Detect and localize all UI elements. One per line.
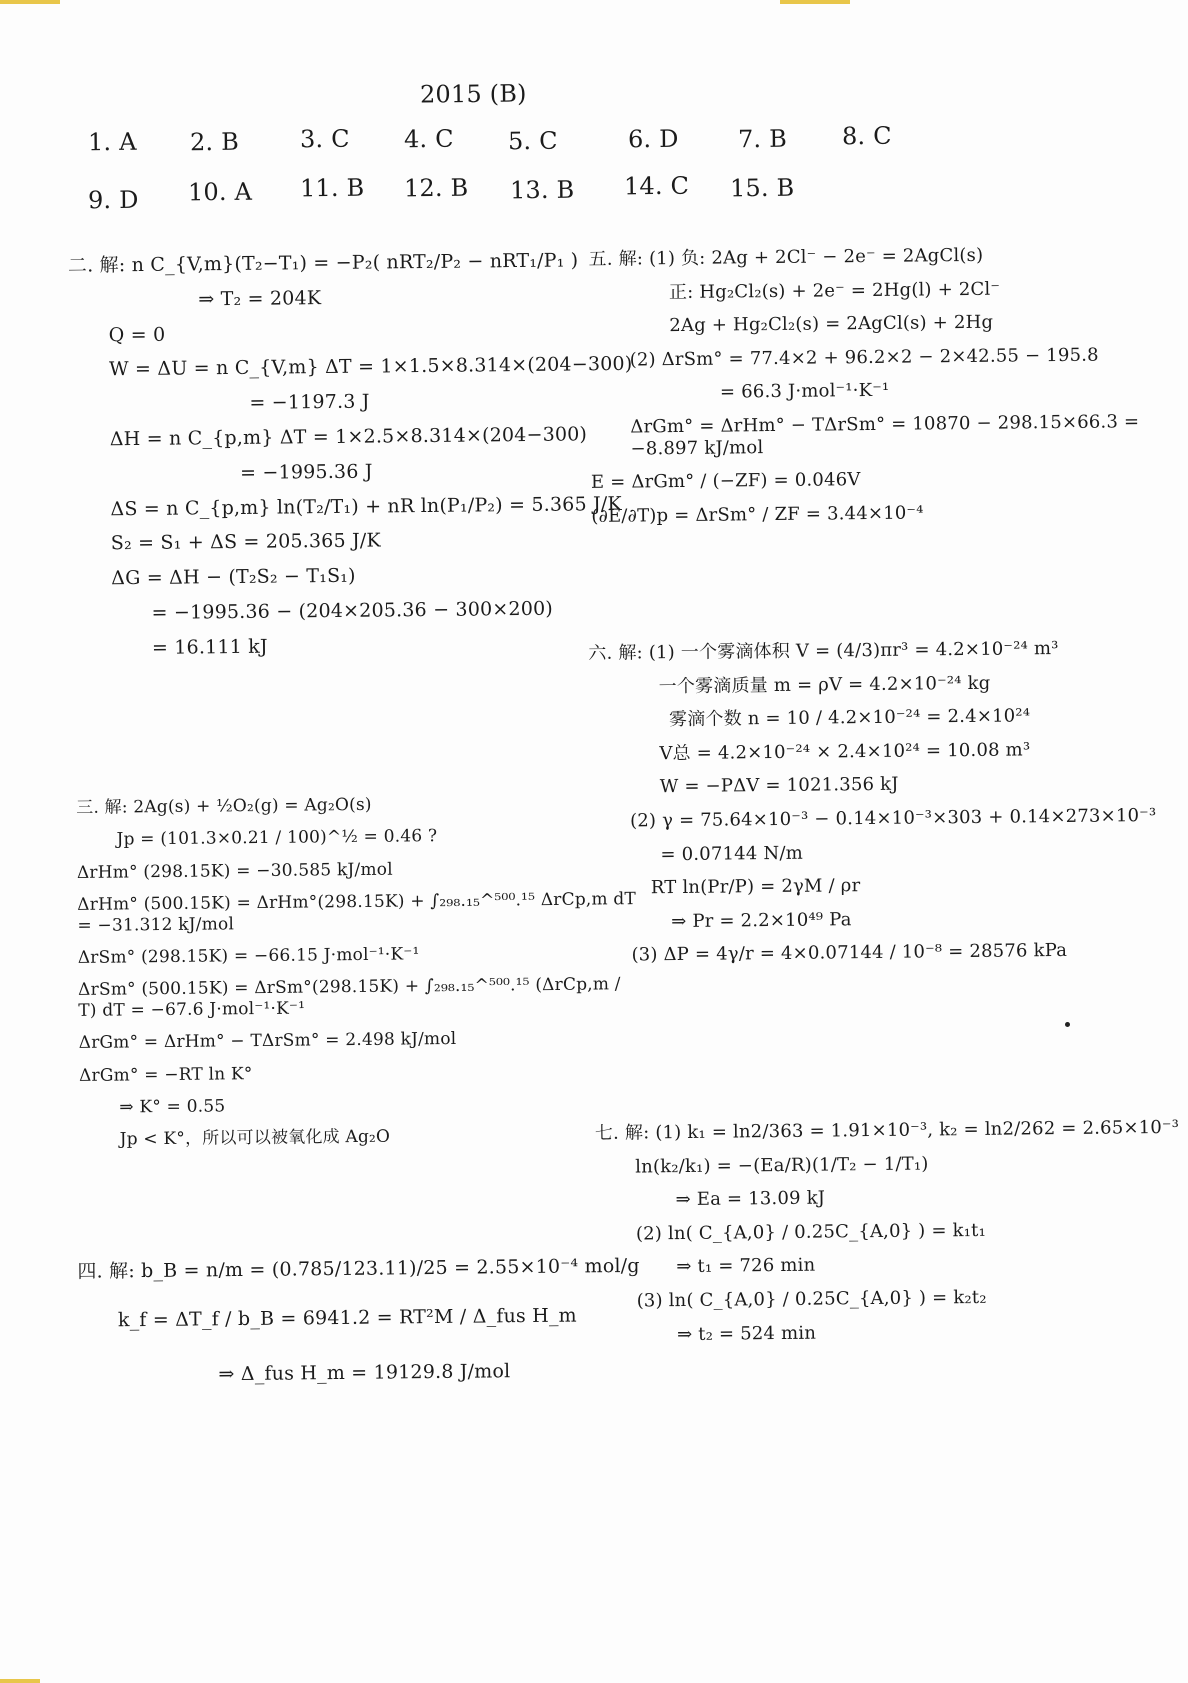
solution-line: = 0.07144 N/m <box>660 842 804 865</box>
solution-line: S₂ = S₁ + ΔS = 205.365 J/K <box>110 529 381 555</box>
solution-line: Jp < K°，所以可以被氧化成 Ag₂O <box>119 1126 391 1150</box>
mc-answer: 15. B <box>729 173 795 203</box>
solution-line: RT ln(Pr/P) = 2γM / ρr <box>650 875 861 899</box>
mc-answer: 1. A <box>87 127 137 157</box>
section-3-solution <box>76 792 640 1163</box>
solution-line: Q = 0 <box>108 323 166 346</box>
mc-answer: 3. C <box>299 124 350 154</box>
solution-line: (2) ln( C_{A,0} / 0.25C_{A,0} ) = k₁t₁ <box>635 1219 987 1245</box>
solution-line: 五. 解: (1) 负: 2Ag + 2Cl⁻ − 2e⁻ = 2AgCl(s) <box>588 244 984 270</box>
solution-line: ΔH = n C_{p,m} ΔT = 1×2.5×8.314×(204−300) <box>109 423 588 451</box>
solution-line: = 16.111 kJ <box>151 635 268 659</box>
mc-answer: 12. B <box>403 173 469 203</box>
solution-line: (2) γ = 75.64×10⁻³ − 0.14×10⁻³×303 + 0.14×273×10⁻³ <box>630 804 1157 832</box>
section-6-solution <box>588 637 1157 979</box>
solution-line: 正: Hg₂Cl₂(s) + 2e⁻ = 2Hg(l) + 2Cl⁻ <box>668 278 1001 303</box>
mc-answer: 10. A <box>187 177 253 207</box>
mc-answer: 5. C <box>507 126 558 156</box>
mc-answer: 7. B <box>737 124 788 154</box>
solution-line: Jp = (101.3×0.21 / 100)^½ = 0.46 ? <box>116 826 438 850</box>
solution-line: V总 = 4.2×10⁻²⁴ × 2.4×10²⁴ = 10.08 m³ <box>659 739 1031 764</box>
solution-line: (3) ln( C_{A,0} / 0.25C_{A,0} ) = k₂t₂ <box>636 1286 987 1312</box>
solution-line: ΔrSm° (298.15K) = −66.15 J·mol⁻¹·K⁻¹ <box>77 944 420 968</box>
scan-corner-mark-bottom-left <box>0 1679 40 1683</box>
solution-line: ΔrHm° (500.15K) = ΔrHm°(298.15K) + ∫₂₉₈.₁₅^⁵⁰⁰.¹⁵ ΔrCp,m dT = −31.312 kJ/mol <box>77 889 637 936</box>
solution-line: 三. 解: 2Ag(s) + ½O₂(g) = Ag₂O(s) <box>76 794 372 818</box>
mc-answer: 2. B <box>189 127 240 157</box>
mc-answer: 9. D <box>87 185 139 215</box>
scan-corner-mark-left <box>0 0 60 4</box>
solution-line: ΔrHm° (298.15K) = −30.585 kJ/mol <box>76 859 393 883</box>
solution-line: (∂E/∂T)p = ΔrSm° / ZF = 3.44×10⁻⁴ <box>591 502 924 527</box>
solution-line: 四. 解: b_B = n/m = (0.785/123.11)/25 = 2.55×10⁻⁴ mol/g <box>77 1254 640 1283</box>
solution-line: ⇒ t₂ = 524 min <box>676 1322 817 1345</box>
mc-answer: 13. B <box>509 175 575 205</box>
solution-line: k_f = ΔT_f / b_B = 6941.2 = RT²M / Δ_fus H_m <box>117 1304 577 1332</box>
section-5-solution <box>588 243 1151 539</box>
solution-line: ⇒ t₁ = 726 min <box>676 1255 816 1278</box>
solution-line: = −1995.36 J <box>240 460 373 484</box>
solution-line: ΔG = ΔH − (T₂S₂ − T₁S₁) <box>111 564 356 590</box>
solution-line: ⇒ Ea = 13.09 kJ <box>675 1187 826 1211</box>
scan-corner-mark-right <box>780 0 850 4</box>
mc-answer: 4. C <box>403 124 454 154</box>
section-2-solution <box>67 249 633 672</box>
section-7-solution <box>594 1116 1180 1358</box>
solution-line: (2) ΔrSm° = 77.4×2 + 96.2×2 − 2×42.55 − 195.8 <box>629 344 1099 371</box>
mc-answer: 11. B <box>299 173 365 203</box>
solution-line: ΔrGm° = ΔrHm° − TΔrSm° = 2.498 kJ/mol <box>78 1029 457 1054</box>
mc-answer: 14. C <box>623 171 690 201</box>
solution-line: 七. 解: (1) k₁ = ln2/363 = 1.91×10⁻³, k₂ = ln2/262 = 2.65×10⁻³ <box>594 1116 1180 1144</box>
solution-line: ln(k₂/k₁) = −(Ea/R)(1/T₂ − 1/T₁) <box>635 1153 929 1178</box>
solution-line: ΔrSm° (500.15K) = ΔrSm°(298.15K) + ∫₂₉₈.₁₅^⁵⁰⁰.¹⁵ (ΔrCp,m / T) dT = −67.6 J·mol⁻¹·K⁻¹ <box>78 974 621 1021</box>
solution-line: = −1995.36 − (204×205.36 − 300×200) <box>151 597 554 624</box>
page-title: 2015 (B) <box>419 79 527 109</box>
solution-line: = 66.3 J·mol⁻¹·K⁻¹ <box>719 380 890 403</box>
solution-line: 雾滴个数 n = 10 / 4.2×10⁻²⁴ = 2.4×10²⁴ <box>668 705 1031 731</box>
solution-line: ΔrGm° = −RT ln K° <box>78 1063 253 1086</box>
mc-answer: 6. D <box>627 124 679 154</box>
solution-line: 二. 解: n C_{V,m}(T₂−T₁) = −P₂( nRT₂/P₂ − nRT₁/P₁ ) <box>67 249 579 277</box>
solution-line: 六. 解: (1) 一个雾滴体积 V = (4/3)πr³ = 4.2×10⁻²⁴ m³ <box>588 638 1059 664</box>
solution-line: W = −PΔV = 1021.356 kJ <box>659 774 899 798</box>
solution-line: ⇒ K° = 0.55 <box>119 1096 226 1118</box>
solution-line: ⇒ Δ_fus H_m = 19129.8 J/mol <box>218 1359 511 1385</box>
solution-line: = −1197.3 J <box>249 390 370 415</box>
solution-line: 2Ag + Hg₂Cl₂(s) = 2AgCl(s) + 2Hg <box>669 311 994 337</box>
solution-line: ΔrGm° = ΔrHm° − TΔrSm° = 10870 − 298.15×66.3 = −8.897 kJ/mol <box>630 411 1140 460</box>
section-4-solution <box>77 1254 640 1399</box>
solution-line: ΔS = n C_{p,m} ln(T₂/T₁) + nR ln(P₁/P₂) = 5.365 J/K <box>110 492 622 520</box>
solution-line: ⇒ Pr = 2.2×10⁴⁹ Pa <box>671 908 852 932</box>
stray-ink-dot <box>1065 1022 1070 1027</box>
mc-answer: 8. C <box>841 121 892 151</box>
solution-line: ⇒ T₂ = 204K <box>198 286 322 311</box>
solution-line: (3) ΔP = 4γ/r = 4×0.07144 / 10⁻⁸ = 28576 kPa <box>631 940 1068 966</box>
solution-line: W = ΔU = n C_{V,m} ΔT = 1×1.5×8.314×(204−300) <box>108 353 633 381</box>
solution-line: 一个雾滴质量 m = ρV = 4.2×10⁻²⁴ kg <box>658 672 991 697</box>
solution-line: E = ΔrGm° / (−ZF) = 0.046V <box>590 469 861 494</box>
